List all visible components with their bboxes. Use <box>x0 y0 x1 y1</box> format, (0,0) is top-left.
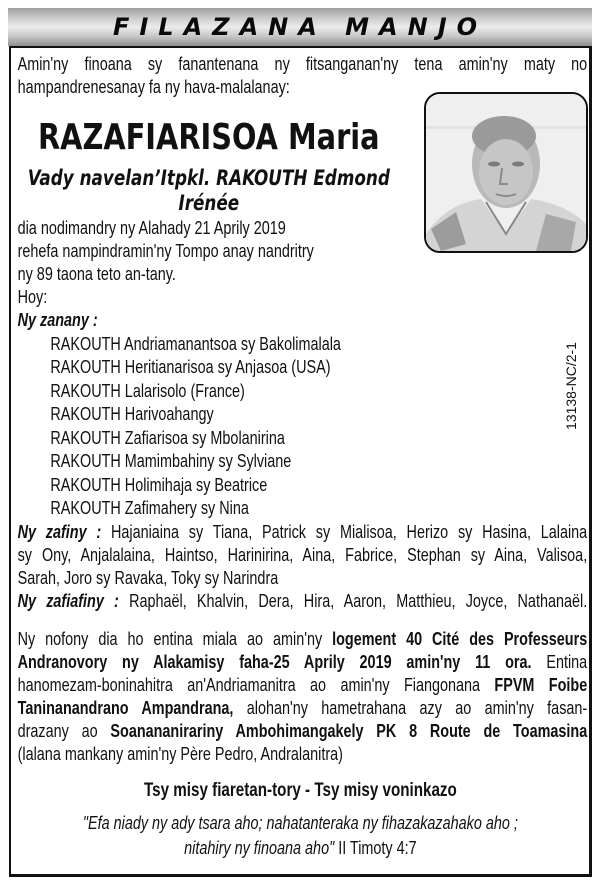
child-item: RAKOUTH Zafiarisoa sy Mbolanirina <box>50 428 285 448</box>
great-grandchildren-text: Raphaël, Khalvin, Dera, Hira, Aaron, Matthieu, Joyce, Nathanaël. <box>129 591 588 611</box>
no-wake-no-flowers-notice: Tsy misy fiaretan-tory - Tsy misy voninkazo <box>143 780 457 801</box>
grandchildren-line-1 <box>18 521 588 544</box>
header-title: FILAZANA MANJO <box>112 13 488 41</box>
child-item: RAKOUTH Mamimbahiny sy Sylviane <box>50 451 292 471</box>
funeral-text: Entina <box>531 652 588 672</box>
great-grandchildren-line <box>18 590 588 613</box>
grandchildren-label: Ny zafiny : <box>17 522 102 542</box>
child-item: RAKOUTH Harivoahangy <box>50 404 214 424</box>
children-label: Ny zanany : <box>17 310 98 330</box>
funeral-line-4 <box>18 697 588 720</box>
spouse-line-2: Irénée <box>178 191 240 215</box>
funeral-line-2 <box>18 651 588 674</box>
funeral-line-3 <box>18 674 588 697</box>
funeral-church: FPVM Foibe <box>494 675 588 695</box>
child-item: RAKOUTH Lalarisolo (France) <box>50 381 245 401</box>
verse-line-1: "Efa niady ny ady tsara aho; nahatanteraka ny fihazakazahako aho ; <box>82 813 518 833</box>
child-item: RAKOUTH Holimihaja sy Beatrice <box>50 475 268 495</box>
funeral-text: drazany ao <box>17 721 111 741</box>
death-line-4: Hoy: <box>17 287 48 307</box>
death-line-3: ny 89 taona teto an-tany. <box>17 264 176 284</box>
funeral-date: Andranovory ny Alakamisy faha-25 Aprily 2019 amin'ny 11 ora. <box>17 652 532 672</box>
verse-line-2 <box>9 836 592 860</box>
intro-line-1: Amin'ny finoana sy fanantenana ny fitsanganan'ny tena amin'ny maty no <box>17 54 588 74</box>
spouse-line-1: Vady navelan’Itpkl. RAKOUTH Edmond <box>27 166 390 190</box>
funeral-text: hanomezam-boninahitra an'Andriamanitra ao amin'ny Fiangonana <box>17 675 495 695</box>
funeral-church: Taninanandrano Ampandrana, <box>17 698 234 718</box>
funeral-text: Ny nofony dia ho entina miala ao amin'ny <box>17 629 333 649</box>
child-item: RAKOUTH Andriamanantsoa sy Bakolimalala <box>50 334 341 354</box>
funeral-location: logement 40 Cité des Professeurs <box>332 629 588 649</box>
death-line-1: dia nodimandry ny Alahady 21 Aprily 2019 <box>17 218 286 238</box>
grandchildren-text-1: Hajaniaina sy Tiana, Patrick sy Mialisoa, Herizo sy Hasina, Lalaina <box>110 522 588 542</box>
verse-quote: nitahiry ny finoana aho" <box>184 838 335 858</box>
verse-reference: II Timoty 4:7 <box>334 838 417 858</box>
deceased-name: RAZAFIARISOA Maria <box>38 117 380 158</box>
funeral-line-1 <box>18 628 588 651</box>
funeral-text: alohan'ny hametrahana azy ao amin'ny fasan- <box>233 698 588 718</box>
burial-location: Soanananirariny Ambohimangakely PK 8 Route de Toamasina <box>110 721 588 741</box>
death-line-2: rehefa nampindramin'ny Tompo anay nandritry <box>17 241 314 261</box>
child-item: RAKOUTH Zafimahery sy Nina <box>50 498 249 518</box>
grandchildren-line-2: sy Ony, Anjalalaina, Haintso, Harinirina, Aina, Fabrice, Stephan sy Aina, Valisoa, <box>17 545 588 565</box>
funeral-line-6: (lalana mankany amin'ny Père Pedro, Andralanitra) <box>17 744 343 764</box>
child-item: RAKOUTH Heritianarisoa sy Anjasoa (USA) <box>50 357 331 377</box>
reference-code: 13138-NC/2-1 <box>563 342 579 430</box>
great-grandchildren-label: Ny zafiafiny : <box>17 591 119 611</box>
intro-line-2: hampandrenesanay fa ny hava-malalanay: <box>17 77 290 97</box>
grandchildren-line-3: Sarah, Joro sy Ravaka, Toky sy Narindra <box>17 568 279 588</box>
funeral-line-5 <box>18 720 588 743</box>
